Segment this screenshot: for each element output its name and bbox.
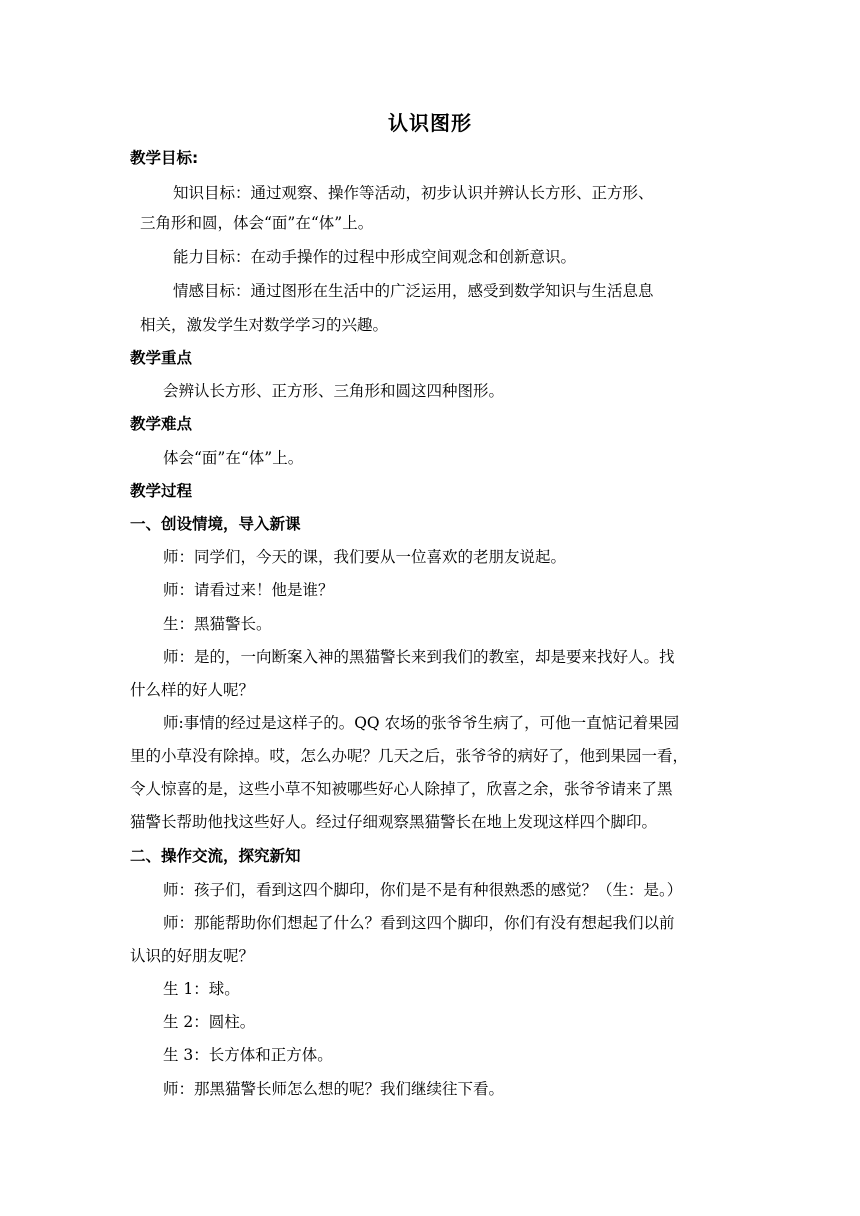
section1-paragraph: 什么样的好人呢？ (130, 681, 255, 699)
key-point-heading: 教学重点 (130, 349, 193, 367)
objectives-heading: 教学目标: (130, 149, 199, 167)
difficulty-text: 体会“面”在“体”上。 (163, 449, 304, 467)
section1-paragraph: 师：是的，一向断案入神的黑猫警长来到我们的教室，却是要来找好人。找 (163, 648, 675, 666)
difficulty-heading: 教学难点 (130, 415, 193, 433)
section2-paragraph: 师：那能帮助你们想起了什么？看到这四个脚印，你们有没有想起我们以前 (163, 914, 675, 932)
section1-paragraph: 令人惊喜的是，这些小草不知被哪些好心人除掉了，欣喜之余，张爷爷请来了黑 (130, 780, 673, 798)
knowledge-objective-line-1: 知识目标：通过观察、操作等活动，初步认识并辨认长方形、正方形、 (173, 184, 654, 202)
section1-paragraph: 师：同学们，今天的课，我们要从一位喜欢的老朋友说起。 (163, 548, 567, 566)
section2-paragraph: 生 2：圆柱。 (163, 1013, 256, 1031)
emotion-objective-line-2: 相关，激发学生对数学学习的兴趣。 (140, 316, 389, 334)
emotion-objective-line-1: 情感目标：通过图形在生活中的广泛运用，感受到数学知识与生活息息 (173, 282, 654, 300)
key-point-text: 会辨认长方形、正方形、三角形和圆这四种图形。 (163, 382, 505, 400)
section1-heading: 一、创设情境，导入新课 (130, 515, 301, 533)
section1-paragraph: 师:事情的经过是这样子的。QQ 农场的张爷爷生病了，可他一直惦记着果园 (163, 714, 680, 732)
section2-paragraph: 生 1：球。 (163, 980, 240, 998)
knowledge-objective-line-2: 三角形和圆，体会“面”在“体”上。 (140, 214, 374, 232)
section2-paragraph: 师：那黑猫警长师怎么想的呢？我们继续往下看。 (163, 1080, 505, 1098)
document-title: 认识图形 (388, 111, 472, 135)
section2-paragraph: 认识的好朋友呢？ (130, 947, 255, 965)
process-heading: 教学过程 (130, 482, 193, 500)
section2-heading: 二、操作交流，探究新知 (130, 847, 301, 865)
section1-paragraph: 猫警长帮助他找这些好人。经过仔细观察黑猫警长在地上发现这样四个脚印。 (130, 813, 658, 831)
section2-paragraph: 生 3：长方体和正方体。 (163, 1046, 333, 1064)
section1-paragraph: 生：黑猫警长。 (163, 615, 272, 633)
section1-paragraph: 师：请看过来！他是谁？ (163, 581, 334, 599)
section2-paragraph: 师：孩子们，看到这四个脚印，你们是不是有种很熟悉的感觉？（生：是。） (163, 881, 683, 899)
ability-objective: 能力目标：在动手操作的过程中形成空间观念和创新意识。 (173, 248, 577, 266)
section1-paragraph: 里的小草没有除掉。哎，怎么办呢？几天之后，张爷爷的病好了，他到果园一看， (130, 747, 689, 765)
